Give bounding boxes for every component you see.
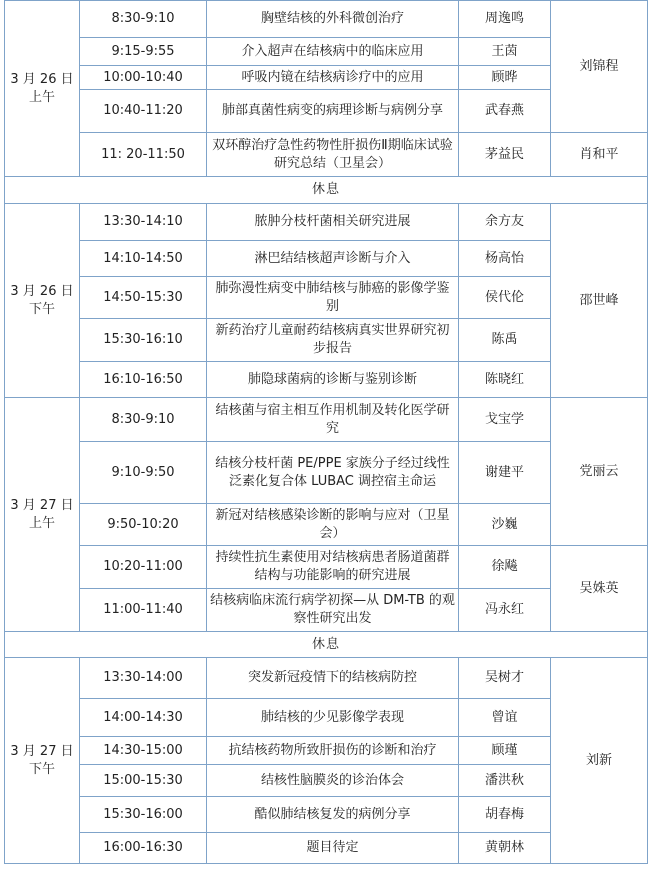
topic-cell: 抗结核药物所致肝损伤的诊断和治疗	[207, 737, 459, 765]
topic-cell: 结核分枝杆菌 PE/PPE 家族分子经过线性泛素化复合体 LUBAC 调控宿主命运	[207, 442, 459, 504]
topic-cell: 题目待定	[207, 833, 459, 864]
time-cell: 14:00-14:30	[80, 699, 207, 737]
speaker-cell: 周逸鸣	[459, 1, 551, 38]
speaker-cell: 王茵	[459, 38, 551, 66]
session-period: 上午	[28, 89, 55, 105]
session-period: 下午	[28, 301, 55, 317]
host-cell: 刘锦程	[551, 1, 648, 133]
session-date: 3 月 27 日	[10, 497, 74, 513]
speaker-cell: 杨高怡	[459, 241, 551, 277]
time-cell: 15:30-16:00	[80, 797, 207, 833]
break-row	[5, 632, 648, 658]
host-cell: 党丽云	[551, 398, 648, 546]
session-period: 下午	[28, 761, 55, 777]
speaker-cell: 胡春梅	[459, 797, 551, 833]
break-label: 休息	[5, 177, 648, 204]
topic-cell: 淋巴结结核超声诊断与介入	[207, 241, 459, 277]
topic-cell: 突发新冠疫情下的结核病防控	[207, 658, 459, 699]
speaker-cell: 顾瑾	[459, 737, 551, 765]
speaker-cell: 黄朝林	[459, 833, 551, 864]
schedule-table	[4, 0, 648, 864]
session-date: 3 月 26 日	[10, 71, 74, 87]
break-row	[5, 177, 648, 204]
table-row	[5, 204, 648, 241]
session-cell	[5, 398, 80, 632]
topic-cell: 肺部真菌性病变的病理诊断与病例分享	[207, 90, 459, 133]
time-cell: 15:00-15:30	[80, 765, 207, 797]
table-row	[5, 398, 648, 442]
session-date: 3 月 27 日	[10, 743, 74, 759]
speaker-cell: 吴树才	[459, 658, 551, 699]
session-cell	[5, 204, 80, 398]
time-cell: 14:50-15:30	[80, 277, 207, 319]
topic-cell: 肺弥漫性病变中肺结核与肺癌的影像学鉴别	[207, 277, 459, 319]
topic-cell: 肺隐球菌病的诊断与鉴别诊断	[207, 362, 459, 398]
host-cell: 吴姝英	[551, 546, 648, 632]
topic-cell: 结核病临床流行病学初探—从 DM-TB 的观察性研究出发	[207, 589, 459, 632]
session-cell	[5, 1, 80, 177]
session-cell	[5, 658, 80, 864]
time-cell: 10:40-11:20	[80, 90, 207, 133]
topic-cell: 新冠对结核感染诊断的影响与应对（卫星会）	[207, 504, 459, 546]
time-cell: 8:30-9:10	[80, 1, 207, 38]
speaker-cell: 潘洪秋	[459, 765, 551, 797]
speaker-cell: 沙巍	[459, 504, 551, 546]
time-cell: 8:30-9:10	[80, 398, 207, 442]
time-cell: 13:30-14:00	[80, 658, 207, 699]
topic-cell: 结核性脑膜炎的诊治体会	[207, 765, 459, 797]
time-cell: 16:00-16:30	[80, 833, 207, 864]
topic-cell: 脓肿分枝杆菌相关研究进展	[207, 204, 459, 241]
topic-cell: 胸壁结核的外科微创治疗	[207, 1, 459, 38]
speaker-cell: 陈晓红	[459, 362, 551, 398]
session-period: 上午	[28, 515, 55, 531]
topic-cell: 酷似肺结核复发的病例分享	[207, 797, 459, 833]
speaker-cell: 冯永红	[459, 589, 551, 632]
break-label: 休息	[5, 632, 648, 658]
schedule-page	[4, 0, 647, 875]
topic-cell: 肺结核的少见影像学表现	[207, 699, 459, 737]
time-cell: 10:20-11:00	[80, 546, 207, 589]
speaker-cell: 戈宝学	[459, 398, 551, 442]
table-row	[5, 658, 648, 699]
time-cell: 16:10-16:50	[80, 362, 207, 398]
time-cell: 9:50-10:20	[80, 504, 207, 546]
time-cell: 13:30-14:10	[80, 204, 207, 241]
speaker-cell: 顾晔	[459, 66, 551, 90]
topic-cell: 新药治疗儿童耐药结核病真实世界研究初步报告	[207, 319, 459, 362]
table-row	[5, 546, 648, 589]
table-row	[5, 133, 648, 177]
time-cell: 9:10-9:50	[80, 442, 207, 504]
time-cell: 10:00-10:40	[80, 66, 207, 90]
host-cell: 肖和平	[551, 133, 648, 177]
speaker-cell: 曾谊	[459, 699, 551, 737]
speaker-cell: 徐飚	[459, 546, 551, 589]
session-date: 3 月 26 日	[10, 283, 74, 299]
speaker-cell: 武春燕	[459, 90, 551, 133]
topic-cell: 介入超声在结核病中的临床应用	[207, 38, 459, 66]
time-cell: 15:30-16:10	[80, 319, 207, 362]
speaker-cell: 谢建平	[459, 442, 551, 504]
time-cell: 11: 20-11:50	[80, 133, 207, 177]
topic-cell: 持续性抗生素使用对结核病患者肠道菌群结构与功能影响的研究进展	[207, 546, 459, 589]
host-cell: 邵世峰	[551, 204, 648, 398]
topic-cell: 呼吸内镜在结核病诊疗中的应用	[207, 66, 459, 90]
time-cell: 14:30-15:00	[80, 737, 207, 765]
speaker-cell: 陈禹	[459, 319, 551, 362]
host-cell: 刘新	[551, 658, 648, 864]
topic-cell: 双环醇治疗急性药物性肝损伤Ⅱ期临床试验研究总结（卫星会）	[207, 133, 459, 177]
speaker-cell: 余方友	[459, 204, 551, 241]
time-cell: 9:15-9:55	[80, 38, 207, 66]
time-cell: 11:00-11:40	[80, 589, 207, 632]
topic-cell: 结核菌与宿主相互作用机制及转化医学研究	[207, 398, 459, 442]
table-row	[5, 1, 648, 38]
speaker-cell: 茅益民	[459, 133, 551, 177]
time-cell: 14:10-14:50	[80, 241, 207, 277]
speaker-cell: 侯代伦	[459, 277, 551, 319]
